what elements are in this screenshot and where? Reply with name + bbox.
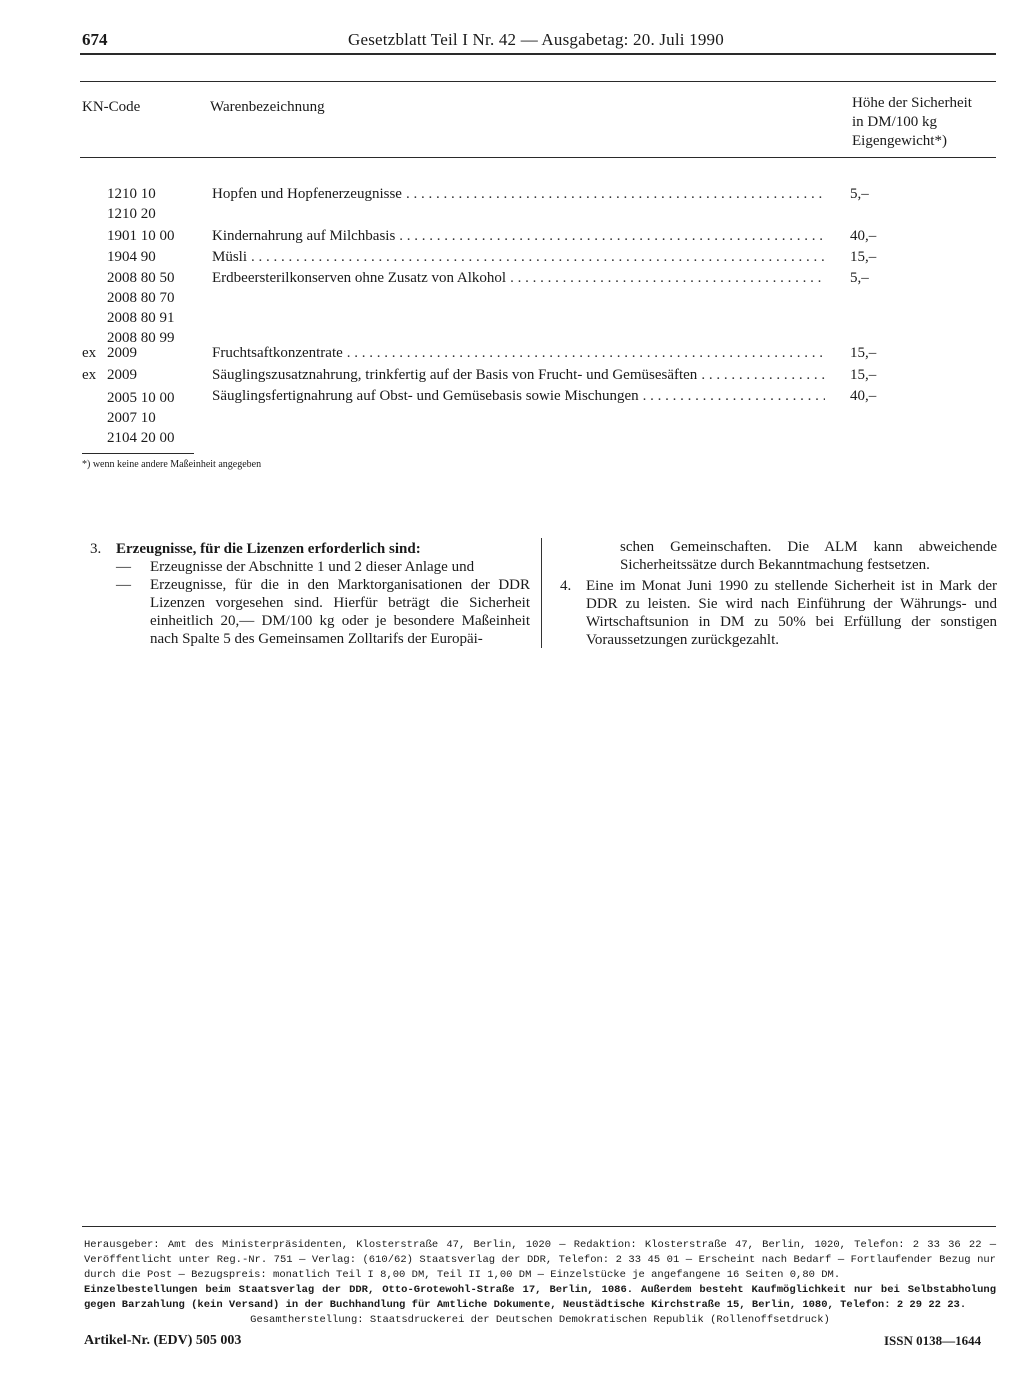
kn-code: 2008 80 99 <box>107 330 175 346</box>
section-3-continuation: schen Gemeinschaften. Die ALM kann abweichende Sicherheitssätze durch Bekanntmachung festsetzen. <box>620 539 997 573</box>
col-header-amount-line3: Eigengewicht*) <box>852 133 947 149</box>
right-column <box>560 538 997 649</box>
kn-code: 1210 20 <box>107 206 156 222</box>
section-3 <box>90 540 530 648</box>
table-row-amount: 40,– <box>850 228 877 244</box>
leader-dots <box>343 343 825 363</box>
section-4-number: 4. <box>560 578 572 594</box>
leader-dots <box>639 386 825 406</box>
list-item <box>116 576 530 648</box>
ex-prefix: ex <box>82 367 97 383</box>
imprint-publisher: Herausgeber: Amt des Ministerpräsidenten, Klosterstraße 47, Berlin, 1020 — Redaktion: Klosterstraße 47, Berlin, 1020, Telefon: 2 33 36 22 — Veröffentlicht unter Reg.-Nr. 751 — Verlag: (610/62) Staatsverlag der DDR, Telefon: 2 33 45 01 — Erscheint nach Bedarf — Fortlaufender Bezug nur durch die Post — Bezugspreis: monatlich Teil I 8,00 DM, Teil II 1,00 DM — Einzelstücke je angefangene 16 Seiten 0,80 DM. <box>84 1239 996 1281</box>
section-4 <box>560 577 997 649</box>
table-header-rule <box>80 157 996 158</box>
kn-code: 2007 10 <box>107 410 156 426</box>
leader-dots <box>697 365 825 385</box>
table-footnote: *) wenn keine andere Maßeinheit angegeben <box>82 459 262 470</box>
kn-code: 1904 90 <box>107 249 156 265</box>
description-text: Müsli <box>212 249 248 265</box>
col-header-description: Warenbezeichnung <box>210 99 325 115</box>
footnote-rule <box>82 453 194 454</box>
section-3-heading: Erzeugnisse, für die Lizenzen erforderlich sind: <box>116 541 421 557</box>
table-row-amount: 15,– <box>850 367 877 383</box>
description-text: Erdbeersterilkonserven ohne Zusatz von Alkohol <box>212 270 507 286</box>
kn-code: 2008 80 50 <box>107 270 175 286</box>
table-row-kn-codes <box>82 365 192 385</box>
leader-dots <box>395 226 825 246</box>
kn-code: 2009 <box>107 345 137 361</box>
leader-dots <box>247 247 825 267</box>
imprint-rule <box>82 1226 996 1227</box>
description-text: Kindernahrung auf Milchbasis <box>212 228 396 244</box>
table-row-amount: 40,– <box>850 388 877 404</box>
table-row-amount: 5,– <box>850 186 869 202</box>
table-top-rule <box>80 81 996 82</box>
header-rule <box>80 53 996 55</box>
list-item-text: Erzeugnisse der Abschnitte 1 und 2 dieser Anlage und <box>150 559 475 575</box>
table-row-kn-codes <box>82 226 192 246</box>
table-row-amount: 5,– <box>850 270 869 286</box>
table-row-description <box>212 343 825 363</box>
article-number: Artikel-Nr. (EDV) 505 003 <box>84 1333 242 1348</box>
running-title: Gesetzblatt Teil I Nr. 42 — Ausgabetag: 20. Juli 1990 <box>348 30 724 49</box>
section-3-heading-row <box>90 540 530 558</box>
dash-bullet: — <box>116 559 131 575</box>
section-3-number: 3. <box>90 541 102 557</box>
table-row-description <box>212 386 825 406</box>
table-row-kn-codes <box>82 388 192 448</box>
description-text: Säuglingsfertignahrung auf Obst- und Gemüsebasis sowie Mischungen <box>212 388 639 404</box>
list-item-text: Erzeugnisse, für die in den Marktorganisationen der DDR Lizenzen vorgesehen sind. Hierfür beträgt die Sicherheit einheitlich 20,— DM/100 kg oder je besondere Maßeinheit nach Spalte 5 des Gemeinsamen Zolltarifs der Europäi- <box>150 577 530 647</box>
dash-bullet: — <box>116 577 131 593</box>
description-text: Säuglingszusatznahrung, trinkfertig auf der Basis von Frucht- und Gemüsesäften <box>212 367 698 383</box>
kn-code: 2008 80 91 <box>107 310 175 326</box>
table-row-description <box>212 184 825 204</box>
imprint-orders: Einzelbestellungen beim Staatsverlag der DDR, Otto-Grotewohl-Straße 17, Berlin, 1086. Außerdem besteht Kaufmöglichkeit nur bei Selbstabholung gegen Barzahlung (kein Versand) in der Buchhandlung für Amtliche Dokumente, Neustädtische Kirchstraße 15, Berlin, 1080, Telefon: 2 29 22 23. <box>84 1284 996 1311</box>
kn-code: 2008 80 70 <box>107 290 175 306</box>
kn-code: 1901 10 00 <box>107 228 175 244</box>
table-row-kn-codes <box>82 184 192 224</box>
list-item <box>116 558 530 576</box>
section-4-text: Eine im Monat Juni 1990 zu stellende Sicherheit ist in Mark der DDR zu leisten. Sie wird nach Einführung der Währungs- und Wirtschaftsunion in DM zu 50% bei Erfüllung der sonstigen Voraussetzungen zurückgezahlt. <box>586 578 997 648</box>
imprint <box>84 1238 996 1328</box>
table-row-kn-codes <box>82 343 192 363</box>
table-row-description <box>212 247 825 267</box>
col-header-amount-line1: Höhe der Sicherheit <box>852 95 972 111</box>
col-header-kn-code: KN-Code <box>82 99 141 115</box>
kn-code: 2005 10 00 <box>107 390 175 406</box>
table-row-description <box>212 226 825 246</box>
leader-dots <box>506 268 825 288</box>
col-header-amount <box>852 94 992 151</box>
table-row-kn-codes <box>82 247 192 267</box>
description-text: Fruchtsaftkonzentrate <box>212 345 343 361</box>
imprint-printer: Gesamtherstellung: Staatsdruckerei der Deutschen Demokratischen Republik (Rollenoffsetdruck) <box>250 1314 830 1326</box>
table-row-description <box>212 268 825 288</box>
kn-code: 2104 20 00 <box>107 430 175 446</box>
table-row-kn-codes <box>82 268 192 348</box>
kn-code: 1210 10 <box>107 186 156 202</box>
col-header-amount-line2: in DM/100 kg <box>852 114 938 130</box>
ex-prefix: ex <box>82 345 97 361</box>
issn: ISSN 0138—1644 <box>884 1333 982 1348</box>
leader-dots <box>402 184 825 204</box>
page-number: 674 <box>82 30 108 49</box>
column-divider <box>541 538 542 648</box>
table-row-description <box>212 365 825 385</box>
kn-code: 2009 <box>107 367 137 383</box>
description-text: Hopfen und Hopfenerzeugnisse <box>212 186 402 202</box>
table-row-amount: 15,– <box>850 249 877 265</box>
table-row-amount: 15,– <box>850 345 877 361</box>
